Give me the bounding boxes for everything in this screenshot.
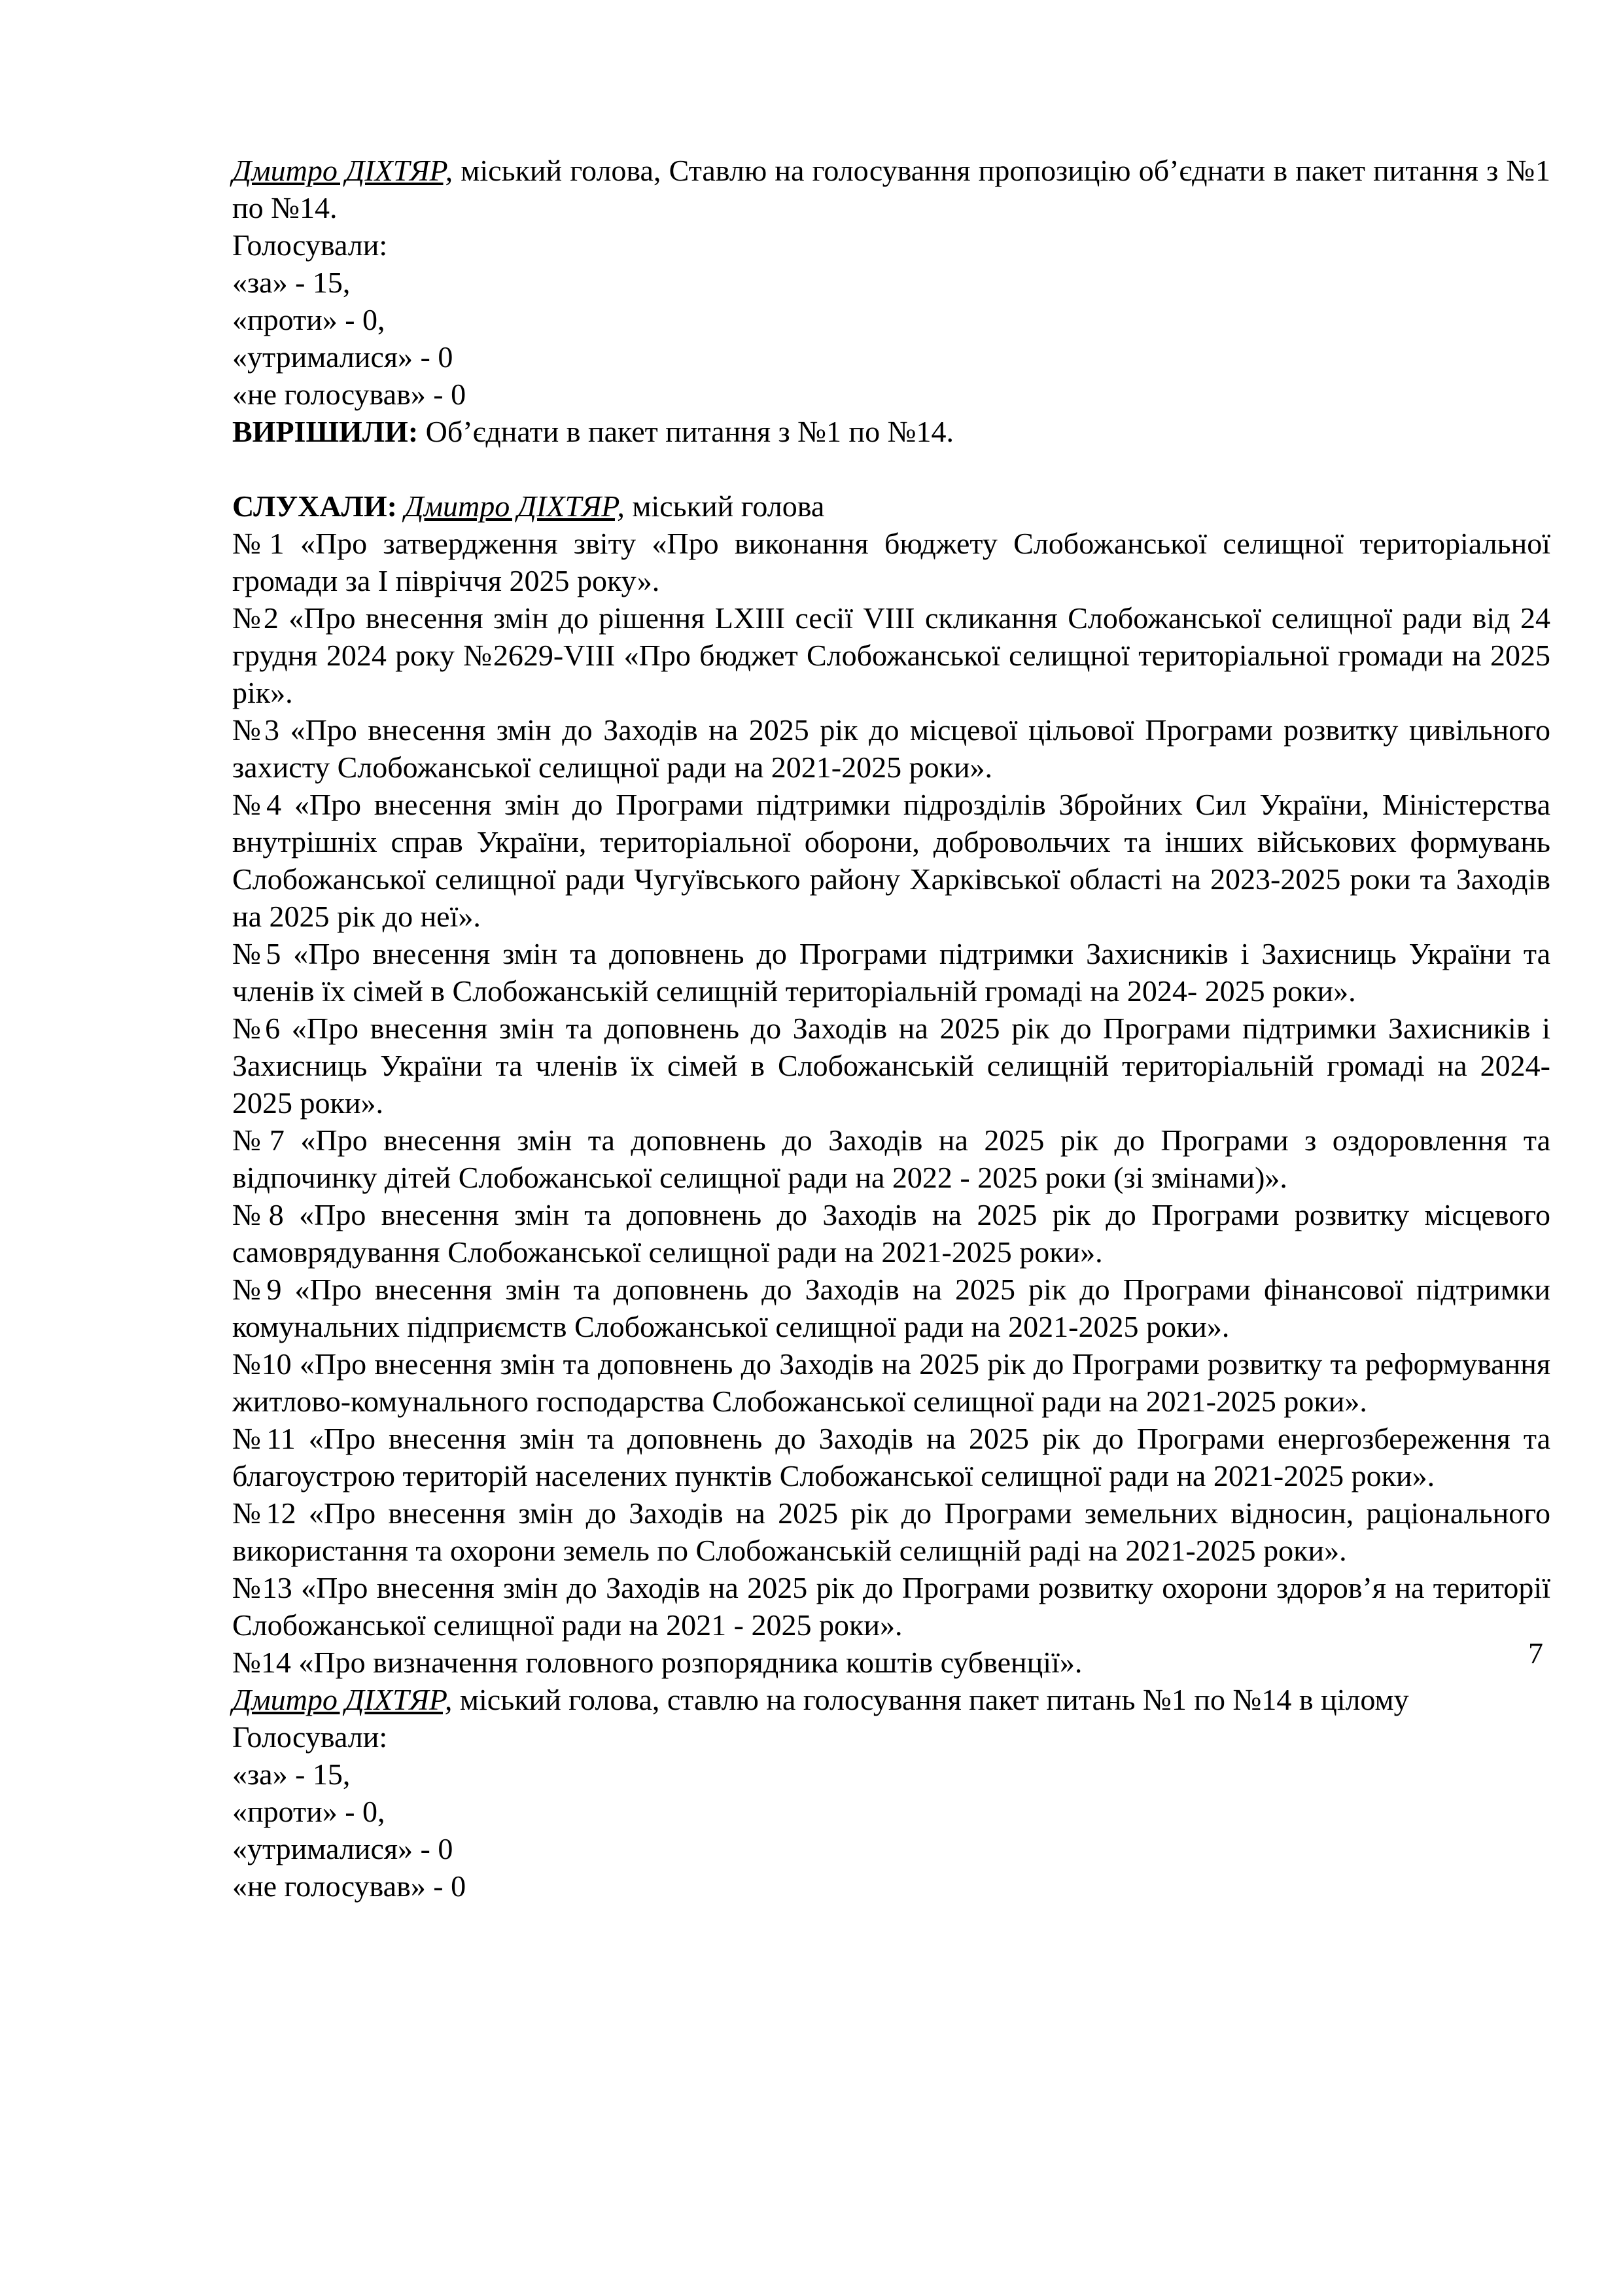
vote-not-voted: «не голосував» - 0: [232, 1869, 466, 1903]
decision-text: Об’єднати в пакет питання з №1 по №14.: [418, 415, 954, 448]
agenda-item-12: №12 «Про внесення змін до Заходів на 2025 рік до Програми земельних відносин, раціонального використання та охорони земель по Слобожанській селищній раді на 2021-2025 роки».: [232, 1496, 1550, 1567]
vote-abstained: «утрималися» - 0: [232, 340, 453, 374]
agenda-item-5: №5 «Про внесення змін та доповнень до Програми підтримки Захисників і Захисниць України та членів їх сімей в Слобожанській селищній територіальній громаді на 2024- 2025 роки».: [232, 937, 1550, 1008]
decision-paragraph: [232, 413, 1550, 450]
page-number: 7: [1528, 1636, 1543, 1670]
intro-paragraph: [232, 152, 1550, 226]
agenda-item-8: №8 «Про внесення змін та доповнень до Заходів на 2025 рік до Програми розвитку місцевого самоврядування Слобожанської селищної ради на 2021-2025 роки».: [232, 1198, 1550, 1269]
heard-paragraph: [232, 487, 1550, 525]
agenda-item-14: №14 «Про визначення головного розпорядника коштів субвенції».: [232, 1646, 1083, 1679]
agenda-item-10: №10 «Про внесення змін та доповнень до Заходів на 2025 рік до Програми розвитку та реформування житлово-комунального господарства Слобожанської селищної ради на 2021-2025 роки».: [232, 1347, 1550, 1418]
agenda-item-7: №7 «Про внесення змін та доповнень до Заходів на 2025 рік до Програми з оздоровлення та відпочинку дітей Слобожанської селищної ради на 2022 - 2025 роки (зі змінами)».: [232, 1123, 1550, 1194]
agenda-item-4: №4 «Про внесення змін до Програми підтримки підрозділів Збройних Сил України, Міністерства внутрішніх справ України, територіальної оборони, добровольчих та інших військових формувань Слобожанської селищної ради Чугуївського району Харківської області на 2023-2025 роки та Заходів на 2025 рік до неї».: [232, 788, 1550, 933]
agenda-item-1: №1 «Про затвердження звіту «Про виконання бюджету Слобожанської селищної територіальної громади за І півріччя 2025 року».: [232, 527, 1550, 597]
vote-for: «за» - 15,: [232, 1757, 351, 1791]
agenda-item-11: №11 «Про внесення змін та доповнень до Заходів на 2025 рік до Програми енергозбереження та благоустрою територій населених пунктів Слобожанської селищної ради на 2021-2025 роки».: [232, 1422, 1550, 1492]
heard-text: міський голова: [624, 489, 825, 523]
final-text: міський голова, ставлю на голосування пакет питань №1 по №14 в цілому: [452, 1683, 1409, 1716]
vote-against: «проти» - 0,: [232, 1795, 385, 1828]
agenda-item-2: №2 «Про внесення змін до рішення LXIII сесії VIII скликання Слобожанської селищної ради від 24 грудня 2024 року №2629-VIII «Про бюджет Слобожанської селищної територіальної громади на 2025 рік».: [232, 601, 1550, 709]
vote-not-voted: «не голосував» - 0: [232, 378, 466, 411]
vote-title: Голосували:: [232, 1720, 388, 1754]
vote-title: Голосували:: [232, 228, 388, 262]
speaker-name: Дмитро ДІХТЯР,: [232, 1683, 453, 1716]
speaker-name: Дмитро ДІХТЯР,: [404, 489, 625, 523]
final-paragraph: [232, 1681, 1550, 1718]
document-page: [232, 152, 1550, 1905]
agenda-item-13: №13 «Про внесення змін до Заходів на 2025 рік до Програми розвитку охорони здоров’я на території Слобожанської селищної ради на 2021 - 2025 роки».: [232, 1571, 1550, 1642]
agenda-item-6: №6 «Про внесення змін та доповнень до Заходів на 2025 рік до Програми підтримки Захисників і Захисниць України та членів їх сімей в Слобожанській селищній територіальній громаді на 2024- 2025 роки».: [232, 1012, 1550, 1120]
vote-abstained: «утрималися» - 0: [232, 1832, 453, 1865]
speaker-name: Дмитро ДІХТЯР,: [232, 154, 453, 187]
vote-against: «проти» - 0,: [232, 303, 385, 336]
heard-label: СЛУХАЛИ:: [232, 489, 397, 523]
section-gap: [232, 450, 1550, 487]
agenda-item-9: №9 «Про внесення змін та доповнень до Заходів на 2025 рік до Програми фінансової підтримки комунальних підприємств Слобожанської селищної ради на 2021-2025 роки».: [232, 1273, 1550, 1343]
vote-for: «за» - 15,: [232, 266, 351, 299]
intro-text: міський голова, Ставлю на голосування пропозицію об’єднати в пакет питання з №1 по №14.: [232, 154, 1550, 224]
agenda-item-3: №3 «Про внесення змін до Заходів на 2025 рік до місцевої цільової Програми розвитку цивільного захисту Слобожанської селищної ради на 2021-2025 роки».: [232, 713, 1550, 784]
decision-label: ВИРІШИЛИ:: [232, 415, 419, 448]
